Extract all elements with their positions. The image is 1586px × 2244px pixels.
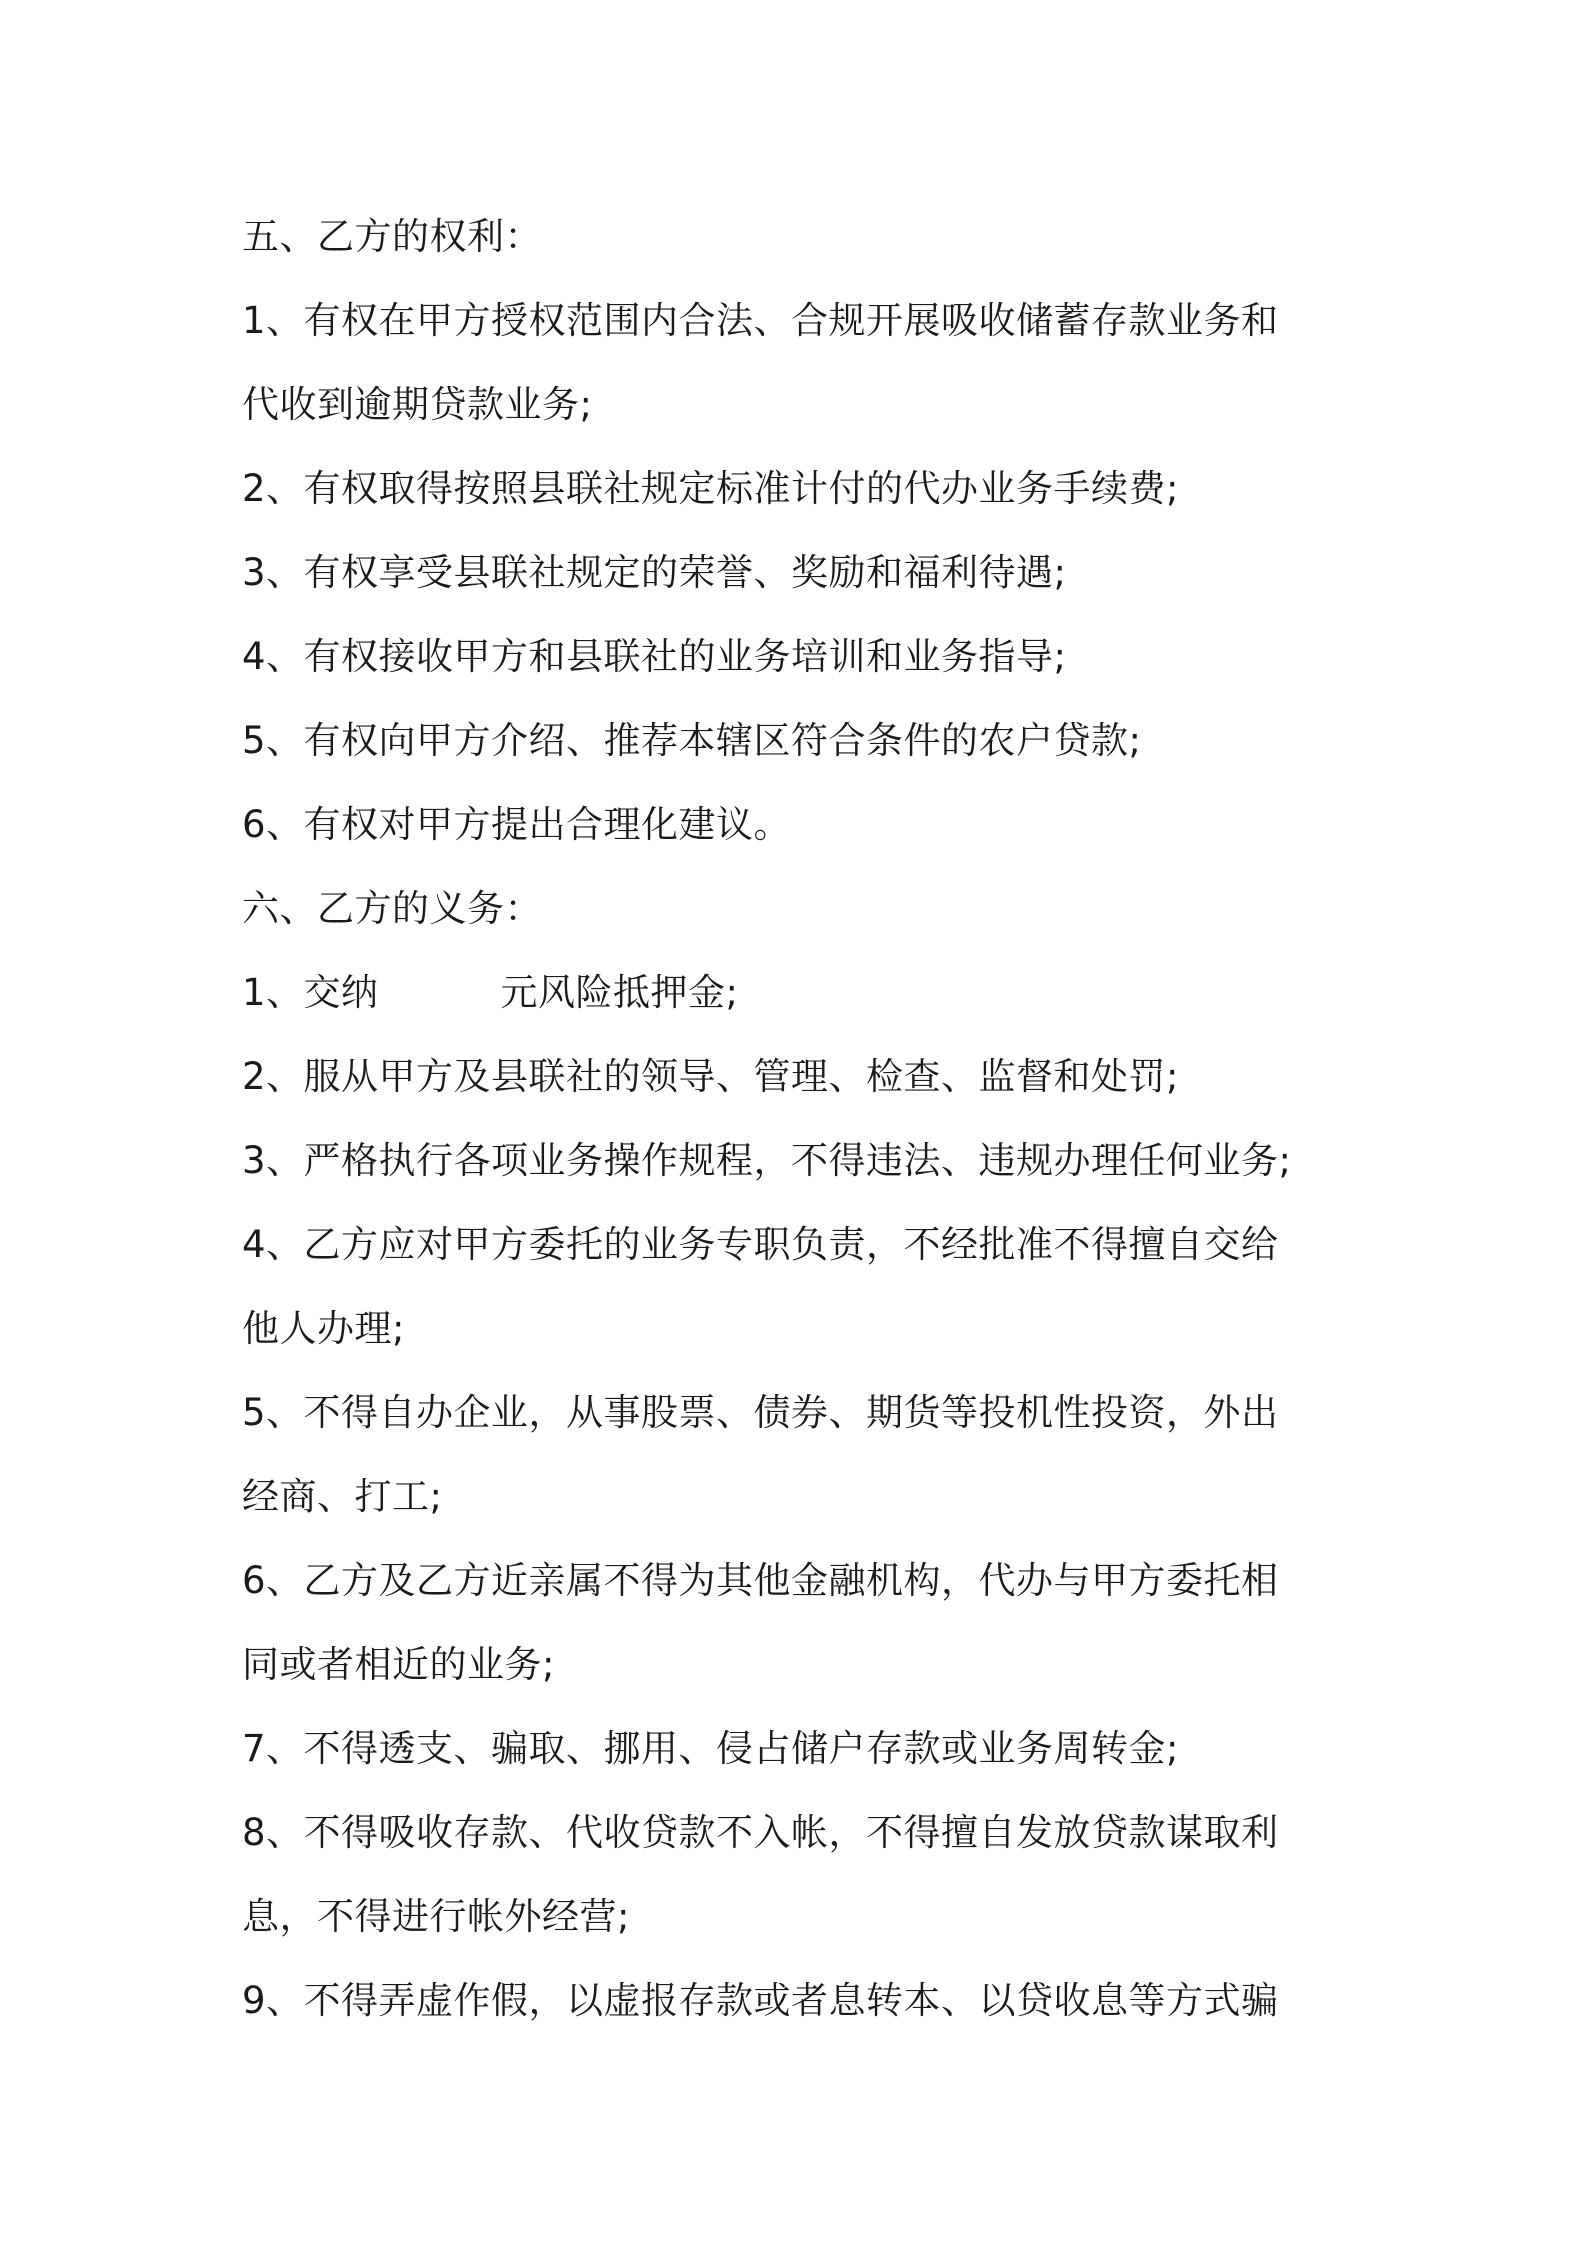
obligations-item-4-line-2: 他人办理;: [242, 1307, 405, 1350]
obligations-item-4-line-1: 4、乙方应对甲方委托的业务专职负责，不经批准不得擅自交给: [242, 1223, 1279, 1266]
obligations-item-8-line-1: 8、不得吸收存款、代收贷款不入帐，不得擅自发放贷款谋取利: [242, 1811, 1279, 1854]
rights-item-5: 5、有权向甲方介绍、推荐本辖区符合条件的农户贷款;: [242, 719, 1142, 762]
rights-item-2: 2、有权取得按照县联社规定标准计付的代办业务手续费;: [242, 467, 1180, 510]
obligations-item-9-line-1: 9、不得弄虚作假，以虚报存款或者息转本、以贷收息等方式骗: [242, 1979, 1279, 2022]
obligations-item-3: 3、严格执行各项业务操作规程，不得违法、违规办理任何业务;: [242, 1139, 1292, 1182]
obligations-item-1: [242, 951, 1362, 1035]
obligations-item-8-line-2: 息，不得进行帐外经营;: [242, 1895, 630, 1938]
obligations-item-6-line-1: 6、乙方及乙方近亲属不得为其他金融机构，代办与甲方委托相: [242, 1559, 1279, 1602]
obligations-item-7: 7、不得透支、骗取、挪用、侵占储户存款或业务周转金;: [242, 1727, 1180, 1770]
obligations-item-1-suffix: 元风险抵押金;: [500, 971, 739, 1014]
section-heading-rights: 五、乙方的权利：: [242, 215, 542, 258]
rights-item-6: 6、有权对甲方提出合理化建议。: [242, 803, 792, 846]
obligations-item-2: 2、服从甲方及县联社的领导、管理、检查、监督和处罚;: [242, 1055, 1180, 1098]
rights-item-1-line-2: 代收到逾期贷款业务;: [242, 383, 593, 426]
obligations-item-5-line-2: 经商、打工;: [242, 1475, 443, 1518]
obligations-item-1-prefix: 1、交纳: [242, 971, 379, 1014]
obligations-item-6-line-2: 同或者相近的业务;: [242, 1643, 555, 1686]
rights-item-4: 4、有权接收甲方和县联社的业务培训和业务指导;: [242, 635, 1067, 678]
rights-item-3: 3、有权享受县联社规定的荣誉、奖励和福利待遇;: [242, 551, 1067, 594]
section-heading-obligations: 六、乙方的义务：: [242, 887, 542, 930]
document-body: [242, 195, 1362, 2043]
rights-item-1-line-1: 1、有权在甲方授权范围内合法、合规开展吸收储蓄存款业务和: [242, 299, 1279, 342]
obligations-item-5-line-1: 5、不得自办企业，从事股票、债券、期货等投机性投资，外出: [242, 1391, 1279, 1434]
